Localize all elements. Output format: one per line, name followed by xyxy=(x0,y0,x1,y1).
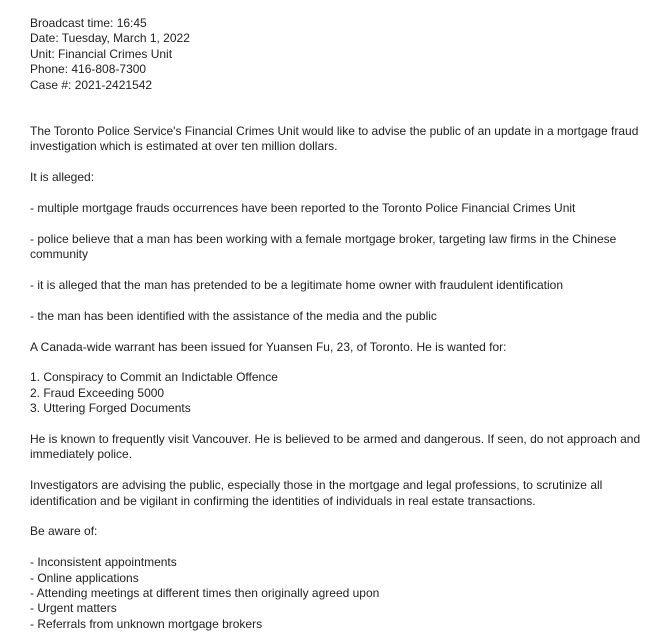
release-case-number: Case #: 2021-2421542 xyxy=(30,77,153,92)
aware-item: - Inconsistent appointments xyxy=(30,555,177,570)
allegation-item: - police believe that a man has been working with a female mortgage broker, targeting law firms in the Chinese community xyxy=(30,231,617,262)
warrant-paragraph: A Canada-wide warrant has been issued for Yuansen Fu, 23, of Toronto. He is wanted for: xyxy=(30,339,507,354)
release-phone: Phone: 416-808-7300 xyxy=(30,62,147,77)
broadcast-time: Broadcast time: 16:45 xyxy=(30,16,147,30)
aware-item: - Urgent matters xyxy=(30,601,117,616)
advice-paragraph: Investigators are advising the public, especially those in the mortgage and legal professions, to scrutinize all identification and be vigilant in confirming the identities of individuals in real estate transactions. xyxy=(30,478,603,508)
allegation-item: - it is alleged that the man has pretended to be a legitimate home owner with fraudulent identification xyxy=(30,278,563,293)
release-date: Date: Tuesday, March 1, 2022 xyxy=(30,31,190,46)
charge-item: 3. Uttering Forged Documents xyxy=(30,401,191,416)
charges-list xyxy=(30,370,646,416)
aware-list xyxy=(30,555,646,632)
aware-item: - Attending meetings at different times then originally agreed upon xyxy=(30,586,380,601)
release-unit: Unit: Financial Crimes Unit xyxy=(30,46,173,61)
warning-paragraph: He is known to frequently visit Vancouver. He is believed to be armed and dangerous. If seen, do not approach and immediately police. xyxy=(30,432,641,462)
aware-item: - Referrals from unknown mortgage brokers xyxy=(30,616,263,631)
aware-heading: Be aware of: xyxy=(30,524,98,539)
charge-item: 2. Fraud Exceeding 5000 xyxy=(30,385,165,400)
release-header xyxy=(30,16,646,93)
aware-item: - Online applications xyxy=(30,570,139,585)
charge-item: 1. Conspiracy to Commit an Indictable Offence xyxy=(30,370,278,385)
intro-paragraph: The Toronto Police Service's Financial Crimes Unit would like to advise the public of an update in a mortgage fraud investigation which is estimated at over ten million dollars. xyxy=(30,124,639,154)
alleged-heading: It is alleged: xyxy=(30,170,95,185)
allegation-item: - multiple mortgage frauds occurrences have been reported to the Toronto Police Financial Crimes Unit xyxy=(30,201,576,216)
allegation-item: - the man has been identified with the assistance of the media and the public xyxy=(30,308,437,323)
